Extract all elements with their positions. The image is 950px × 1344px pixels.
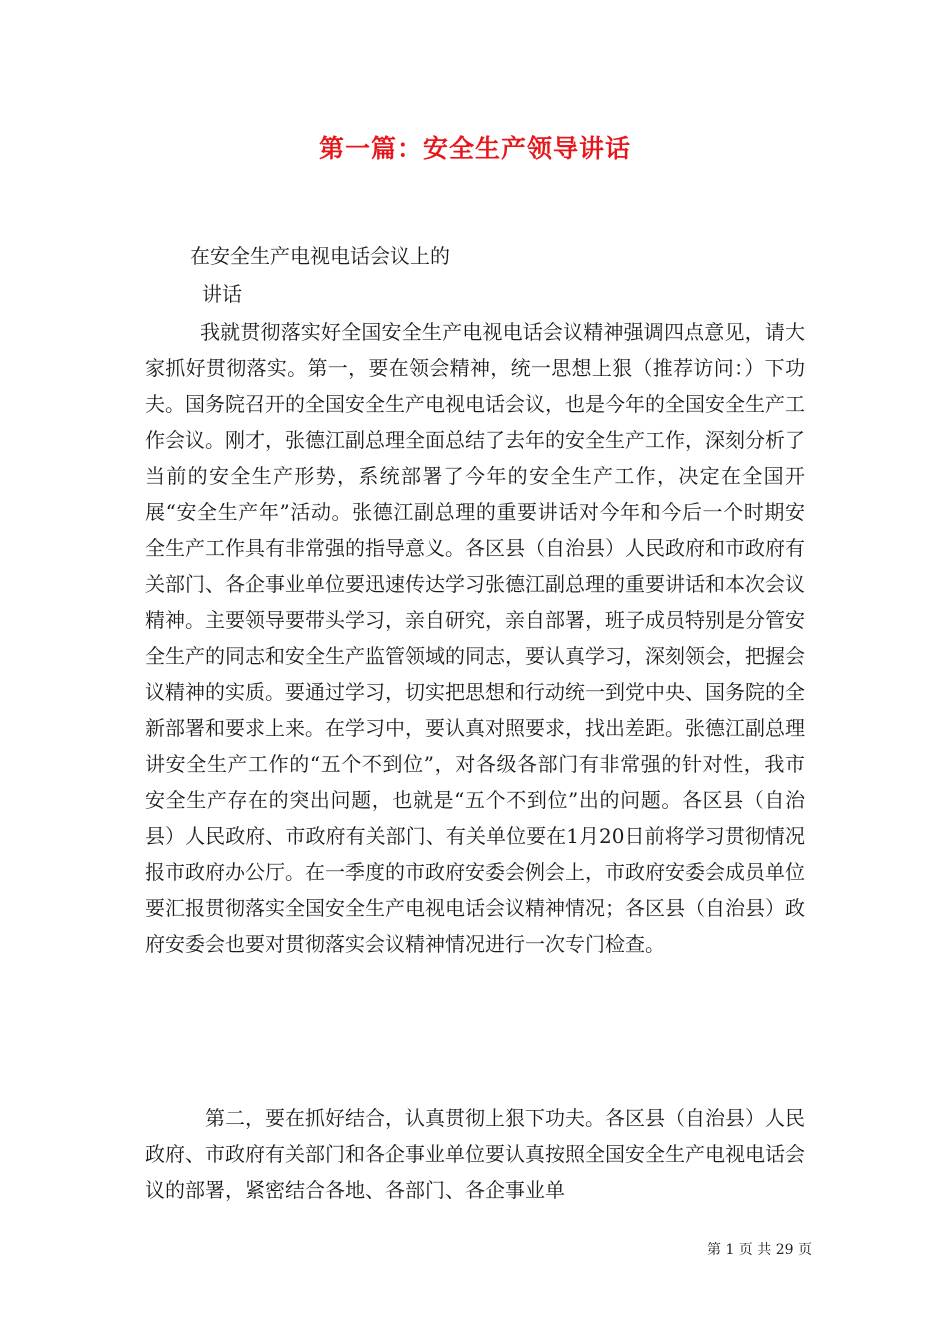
- speech-subtitle-line2: 讲话: [202, 282, 242, 306]
- body-paragraph-2: 第二，要在抓好结合，认真贯彻上狠下功夫。各区县（自治县）人民政府、市政府有关部门和各企事业单位要认真按照全国安全生产电视电话会议的部署，紧密结合各地、各部门、各企事业单: [145, 1106, 805, 1202]
- page-number-footer: 第 1 页 共 29 页: [707, 1242, 812, 1258]
- body-paragraph-1: 我就贯彻落实好全国安全生产电视电话会议精神强调四点意见，请大家抓好贯彻落实。第一，要在领会精神，统一思想上狠（推荐访问：）下功夫。国务院召开的全国安全生产电视电话会议，也是今年的全国安全生产工作会议。刚才，张德江副总理全面总结了去年的安全生产工作，深刻分析了当前的安全生产形势，系统部署了今年的安全生产工作，决定在全国开展“安全生产年”活动。张德江副总理的重要讲话对今年和今后一个时期安全生产工作具有非常强的指导意义。各区县（自治县）人民政府和市政府有关部门、各企事业单位要迅速传达学习张德江副总理的重要讲话和本次会议精神。主要领导要带头学习，亲自研究，亲自部署，班子成员特别是分管安全生产的同志和安全生产监管领域的同志，要认真学习，深刻领会，把握会议精神的实质。要通过学习，切实把思想和行动统一到党中央、国务院的全新部署和要求上来。在学习中，要认真对照要求，找出差距。张德江副总理讲安全生产工作的“五个不到位”，对各级各部门有非常强的针对性，我市安全生产存在的突出问题，也就是“五个不到位”出的问题。各区县（自治县）人民政府、市政府有关部门、有关单位要在1月20日前将学习贯彻情况报市政府办公厅。在一季度的市政府安委会例会上，市政府安委会成员单位要汇报贯彻落实全国安全生产电视电话会议精神情况；各区县（自治县）政府安委会也要对贯彻落实会议精神情况进行一次专门检查。: [145, 320, 805, 956]
- speech-subtitle-line1: 在安全生产电视电话会议上的: [190, 244, 450, 268]
- document-title: 第一篇：安全生产领导讲话: [318, 134, 631, 163]
